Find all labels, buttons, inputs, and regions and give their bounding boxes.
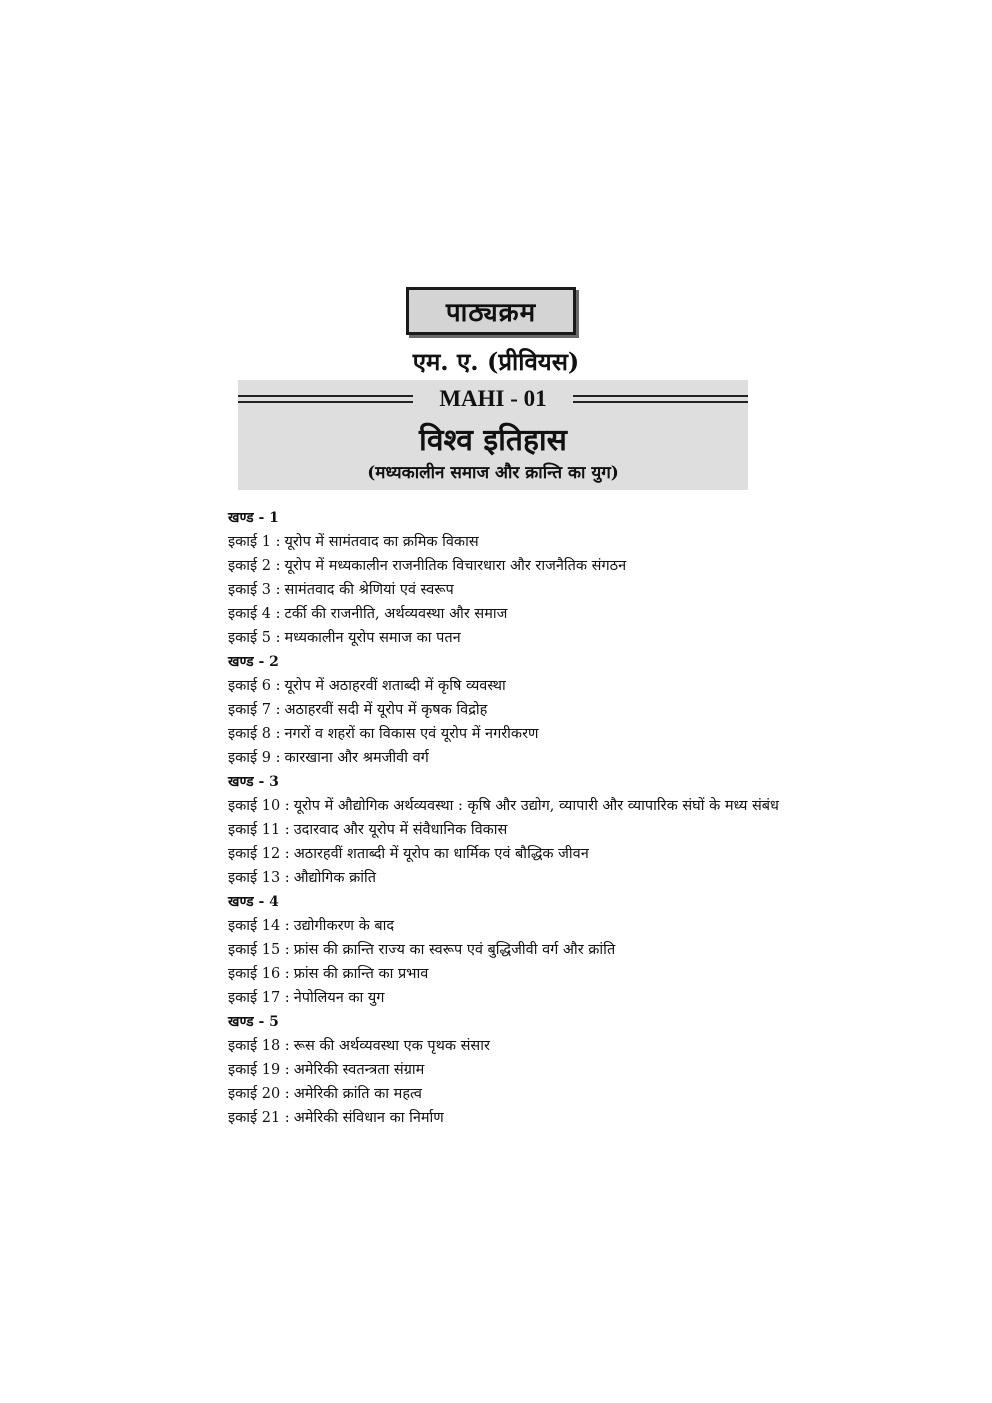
unit-title: फ्रांस की क्रान्ति राज्य का स्वरूप एवं बुद्धिजीवी वर्ग और क्रांति — [293, 942, 616, 958]
syllabus-block — [228, 1010, 788, 1130]
unit-item — [228, 602, 788, 626]
unit-label: इकाई 19 : — [228, 1062, 290, 1078]
page-title-box — [406, 287, 576, 335]
unit-title: यूरोप में मध्यकालीन राजनीतिक विचारधारा और राजनैतिक संगठन — [284, 558, 627, 574]
unit-title: उदारवाद और यूरोप में संवैधानिक विकास — [293, 822, 508, 838]
unit-title: सामंतवाद की श्रेणियां एवं स्वरूप — [284, 582, 454, 598]
unit-label: इकाई 8 : — [228, 726, 281, 742]
unit-item — [228, 914, 788, 938]
unit-item — [228, 530, 788, 554]
unit-item — [228, 746, 788, 770]
unit-title: यूरोप में सामंतवाद का क्रमिक विकास — [284, 534, 479, 550]
unit-label: इकाई 3 : — [228, 582, 281, 598]
unit-label: इकाई 10 : — [228, 798, 290, 814]
unit-item — [228, 938, 788, 962]
unit-item — [228, 818, 788, 842]
course-subtitle: (मध्यकालीन समाज और क्रान्ति का युग) — [367, 463, 619, 483]
left-double-rule — [238, 395, 413, 403]
course-header-block — [238, 380, 748, 490]
unit-item — [228, 674, 788, 698]
unit-label: इकाई 13 : — [228, 870, 290, 886]
unit-title: यूरोप में औद्योगिक अर्थव्यवस्था : कृषि और उद्योग, व्यापारी और व्यापारिक संघों के मध्य संबंध — [293, 798, 779, 814]
unit-label: इकाई 11 : — [228, 822, 290, 838]
block-heading: खण्ड - 1 — [228, 510, 279, 526]
unit-label: इकाई 14 : — [228, 918, 290, 934]
syllabus-block — [228, 890, 788, 1010]
unit-label: इकाई 9 : — [228, 750, 281, 766]
unit-title: यूरोप में अठाहरवीं शताब्दी में कृषि व्यवस्था — [284, 678, 506, 694]
unit-label: इकाई 17 : — [228, 990, 290, 1006]
unit-title: नगरों व शहरों का विकास एवं यूरोप में नगरीकरण — [284, 726, 539, 742]
syllabus-block — [228, 770, 788, 890]
block-heading: खण्ड - 5 — [228, 1014, 279, 1030]
unit-label: इकाई 12 : — [228, 846, 290, 862]
unit-item — [228, 1106, 788, 1130]
unit-label: इकाई 16 : — [228, 966, 290, 982]
syllabus-block — [228, 506, 788, 650]
unit-item — [228, 962, 788, 986]
unit-title: अमेरिकी क्रांति का महत्व — [293, 1086, 422, 1102]
unit-title: फ्रांस की क्रान्ति का प्रभाव — [293, 966, 429, 982]
unit-title: नेपोलियन का युग — [293, 990, 385, 1006]
unit-title: औद्योगिक क्रांति — [293, 870, 376, 886]
unit-title: रूस की अर्थव्यवस्था एक पृथक संसार — [293, 1038, 490, 1054]
unit-title: टर्की की राजनीति, अर्थव्यवस्था और समाज — [284, 606, 508, 622]
unit-item — [228, 1082, 788, 1106]
page-title: पाठ्यक्रम — [445, 298, 537, 328]
unit-label: इकाई 21 : — [228, 1110, 290, 1126]
right-double-rule — [573, 395, 748, 403]
unit-label: इकाई 1 : — [228, 534, 281, 550]
unit-item — [228, 794, 788, 818]
unit-item — [228, 842, 788, 866]
block-heading: खण्ड - 4 — [228, 894, 279, 910]
unit-label: इकाई 5 : — [228, 630, 281, 646]
unit-label: इकाई 2 : — [228, 558, 281, 574]
unit-label: इकाई 18 : — [228, 1038, 290, 1054]
block-heading: खण्ड - 2 — [228, 654, 279, 670]
unit-title: अठाहरवीं सदी में यूरोप में कृषक विद्रोह — [284, 702, 488, 718]
unit-title: मध्यकालीन यूरोप समाज का पतन — [284, 630, 461, 646]
unit-item — [228, 1058, 788, 1082]
unit-item — [228, 986, 788, 1010]
unit-title: उद्योगीकरण के बाद — [293, 918, 395, 934]
block-heading: खण्ड - 3 — [228, 774, 279, 790]
course-code: MAHI - 01 — [439, 386, 547, 411]
unit-title: अठारहवीं शताब्दी में यूरोप का धार्मिक एवं बौद्धिक जीवन — [293, 846, 589, 862]
unit-label: इकाई 20 : — [228, 1086, 290, 1102]
unit-item — [228, 1034, 788, 1058]
unit-title: अमेरिकी स्वतन्त्रता संग्राम — [293, 1062, 425, 1078]
course-code-row — [238, 384, 748, 414]
unit-item — [228, 578, 788, 602]
syllabus-block — [228, 650, 788, 770]
unit-item — [228, 866, 788, 890]
syllabus-list — [228, 506, 788, 1130]
unit-label: इकाई 7 : — [228, 702, 281, 718]
unit-item — [228, 626, 788, 650]
unit-label: इकाई 4 : — [228, 606, 281, 622]
unit-title: अमेरिकी संविधान का निर्माण — [293, 1110, 444, 1126]
unit-title: कारखाना और श्रमजीवी वर्ग — [284, 750, 429, 766]
unit-item — [228, 722, 788, 746]
unit-label: इकाई 15 : — [228, 942, 290, 958]
program-subtitle: एम. ए. (प्रीवियस) — [412, 347, 580, 376]
unit-item — [228, 554, 788, 578]
course-name: विश्व इतिहास — [419, 423, 567, 458]
unit-item — [228, 698, 788, 722]
unit-label: इकाई 6 : — [228, 678, 281, 694]
